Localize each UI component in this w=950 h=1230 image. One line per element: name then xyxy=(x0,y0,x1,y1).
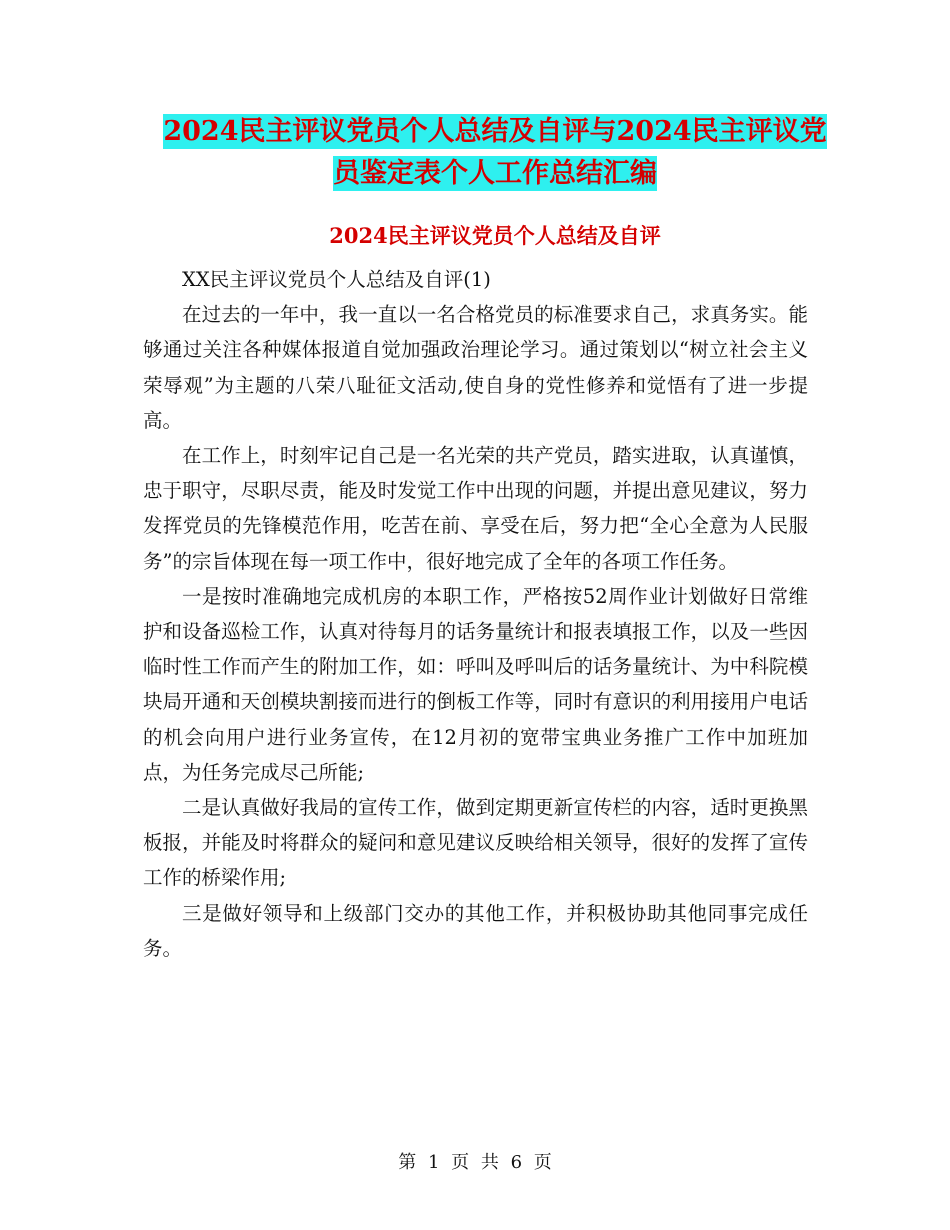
paragraph: 在工作上，时刻牢记自己是一名光荣的共产党员，踏实进取，认真谨慎，忠于职守，尽职尽责，能及时发觉工作中出现的问题，并提出意见建议，努力发挥党员的先锋模范作用，吃苦在前、享受在后，努力把“全心全意为人民服务”的宗旨体现在每一项工作中，很好地完成了全年的各项工作任务。 xyxy=(143,444,808,573)
page-footer: 第 1 页 共 6 页 xyxy=(398,1152,552,1173)
paragraph-subtitle: XX民主评议党员个人总结及自评(1) xyxy=(182,268,491,291)
paragraph: 在过去的一年中，我一直以一名合格党员的标准要求自己，求真务实。能够通过关注各种媒体报道自觉加强政治理论学习。通过策划以“树立社会主义荣辱观”为主题的八荣八耻征文活动,使自身的党性修养和觉悟有了进一步提高。 xyxy=(143,303,808,432)
paragraph: 一是按时准确地完成机房的本职工作，严格按52周作业计划做好日常维护和设备巡检工作，认真对待每月的话务量统计和报表填报工作，以及一些因临时性工作而产生的附加工作，如：呼叫及呼叫后的话务量统计、为中科院模块局开通和天创模块割接而进行的倒板工作等，同时有意识的利用接用户电话的机会向用户进行业务宣传，在12月初的宽带宝典业务推广工作中加班加点，为任务完成尽己所能; xyxy=(143,584,808,784)
title-highlight-2: 员鉴定表个人工作总结汇编 xyxy=(333,158,657,189)
title-highlight-1: 2024民主评议党员个人总结及自评与2024民主评议党 xyxy=(163,116,827,147)
paragraph: 三是做好领导和上级部门交办的其他工作，并积极协助其他同事完成任务。 xyxy=(143,901,808,960)
document-body xyxy=(143,262,808,966)
document-title-line-1 xyxy=(150,108,840,156)
paragraph: 二是认真做好我局的宣传工作，做到定期更新宣传栏的内容，适时更换黑板报，并能及时将群众的疑问和意见建议反映给相关领导，很好的发挥了宣传工作的桥梁作用; xyxy=(143,796,808,890)
section-title: 2024民主评议党员个人总结及自评 xyxy=(329,223,661,248)
document-title-line-2 xyxy=(150,150,840,198)
